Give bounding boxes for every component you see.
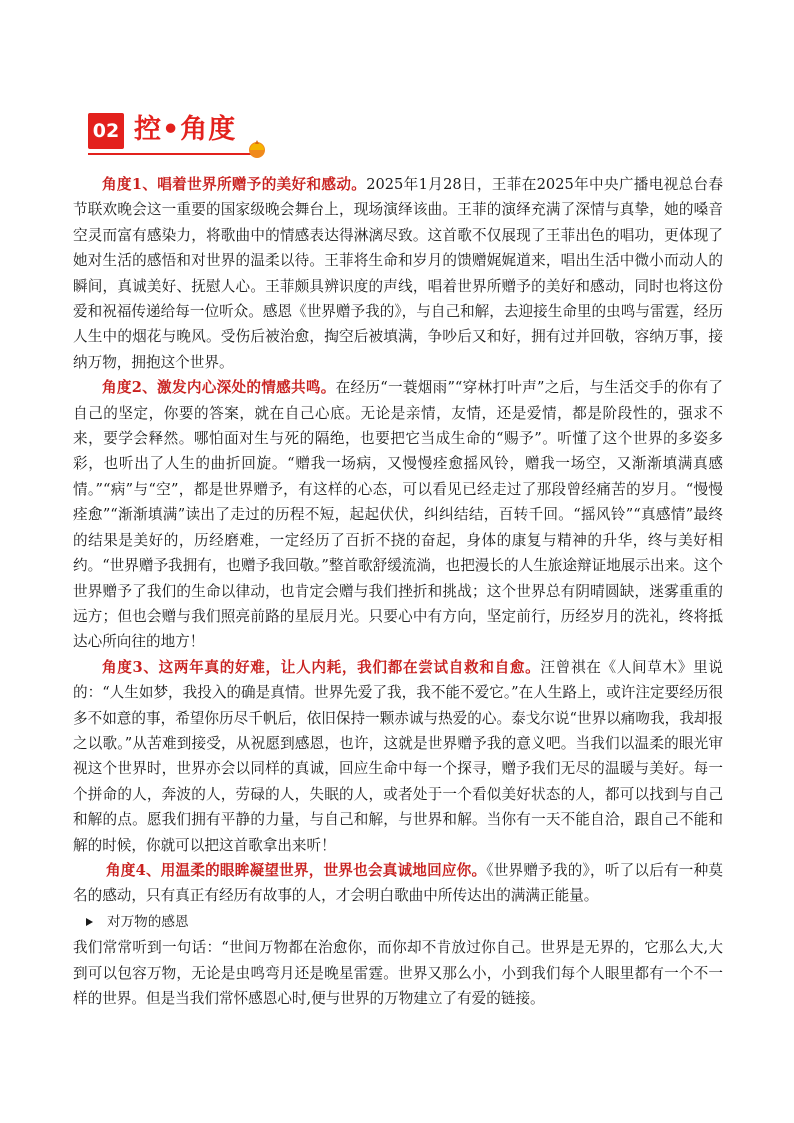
bullet-heading-label: 对万物的感恩 [107, 913, 189, 930]
paragraph-lead: 角度3、这两年真的好难，让人内耗，我们都在尝试自救和自愈。 [102, 658, 541, 676]
section-title-underline [88, 153, 254, 155]
paragraph-angle-4 [73, 858, 723, 909]
paragraph-angle-3 [73, 655, 723, 858]
paragraph-angle-2 [73, 375, 723, 654]
closing-paragraph: 我们常常听到一句话：“世间万物都在治愈你，而你却不肯放过你自己。世界是无界的，它那么大,大到可以包容万物，无论是虫鸣弯月还是晚星雷霆。世界又那么小，小到我们每个人眼里都有一个不一样的世界。但是当我们常怀感恩心时,便与世界的万物建立了有爱的链接。 [73, 939, 723, 1007]
section-header [88, 110, 278, 154]
paragraph-lead: 角度1、唱着世界所赠予的美好和感动。 [102, 176, 367, 193]
paragraph-text: 汪曾祺在《人间草木》里说的：“人生如梦，我投入的确是真情。世界先爱了我，我不能不爱它。”在人生路上，或许注定要经历很多不如意的事，希望你历尽千帆后，依旧保持一颗赤诚与热爱的心。泰戈尔说“世界以痛吻我，我却报之以歌。”从苦难到接受，从祝愿到感恩，也许，这就是世界赠予我的意义吧。当我们以温柔的眼光审视这个世界时，世界亦会以同样的真诚，回应生命中每一个探寻，赠予我们无尽的温暖与美好。每一个拼命的人，奔波的人，劳碌的人，失眠的人，或者处于一个看似美好状态的人，都可以找到与自己和解的点。愿我们拥有平静的力量，与自己和解，与世界和解。当你有一天不能自洽，跟自己不能和解的时候，你就可以把这首歌拿出来听！ [73, 658, 723, 854]
bullet-heading [73, 910, 723, 935]
paragraph-angle-1 [73, 172, 723, 375]
section-title: 控•角度 [134, 114, 237, 145]
paragraph-lead: 角度4、用温柔的眼眸凝望世界，世界也会真诚地回应你。 [106, 861, 487, 879]
triangle-bullet-icon [86, 918, 93, 926]
orange-decoration-icon [246, 138, 268, 160]
article-body [73, 172, 723, 1011]
section-number-badge: 02 [88, 113, 124, 149]
paragraph-text: 《世界赠予我的》，听了以后有一种莫名的感动，只有真正有经历有故事的人，才会明白歌曲中所传达出的满满正能量。 [73, 861, 723, 905]
paragraph-text: 2025年1月28日，王菲在2025年中央广播电视总台春节联欢晚会这一重要的国家级晚会舞台上，现场演绎该曲。王菲的演绎充满了深情与真挚，她的嗓音空灵而富有感染力，将歌曲中的情感表达得淋漓尽致。这首歌不仅展现了王菲出色的唱功，更体现了她对生活的感悟和对世界的温柔以待。王菲将生命和岁月的馈赠娓娓道来，唱出生活中微小而动人的瞬间，真诚美好、抚慰人心。王菲颇具辨识度的声线，唱着世界所赠予的美好和感动，同时也将这份爱和祝福传递给每一位听众。感恩《世界赠予我的》，与自己和解，去迎接生命里的虫鸣与雷霆，经历人生中的烟花与晚风。受伤后被治愈，掏空后被填满，争吵后又和好，拥有过并回敬，容纳万事，接纳万物，拥抱这个世界。 [73, 176, 724, 371]
paragraph-text: 在经历“一蓑烟雨”“穿林打叶声”之后，与生活交手的你有了自己的坚定，你要的答案，就在自己心底。无论是亲情，友情，还是爱情，都是阶段性的，强求不来，要学会释然。哪怕面对生与死的隔绝，也要把它当成生命的“赐予”。听懂了这个世界的多姿多彩，也听出了人生的曲折回旋。“赠我一场病，又慢慢痊愈摇风铃，赠我一场空，又渐渐填满真感情。”“病”与“空”，都是世界赠予，有这样的心态，可以看见已经走过了那段曾经痛苦的岁月。“慢慢痊愈”“渐渐填满”读出了走过的历程不短，起起伏伏，纠纠结结，百转千回。“摇风铃”“真感情”最终的结果是美好的，历经磨难，一定经历了百折不挠的奋起，身体的康复与精神的升华，终与美好相约。“世界赠予我拥有，也赠予我回敬。”整首歌舒缓流淌，也把漫长的人生旅途辩证地展示出来。这个世界赠予了我们的生命以律动，也肯定会赠与我们挫折和挑战；这个世界总有阴晴圆缺，迷雾重重的远方；但也会赠与我们照亮前路的星辰月光。只要心中有方向，坚定前行，历经岁月的洗礼，终将抵达心所向往的地方！ [73, 379, 723, 651]
paragraph-lead: 角度2、激发内心深处的情感共鸣。 [102, 379, 336, 397]
